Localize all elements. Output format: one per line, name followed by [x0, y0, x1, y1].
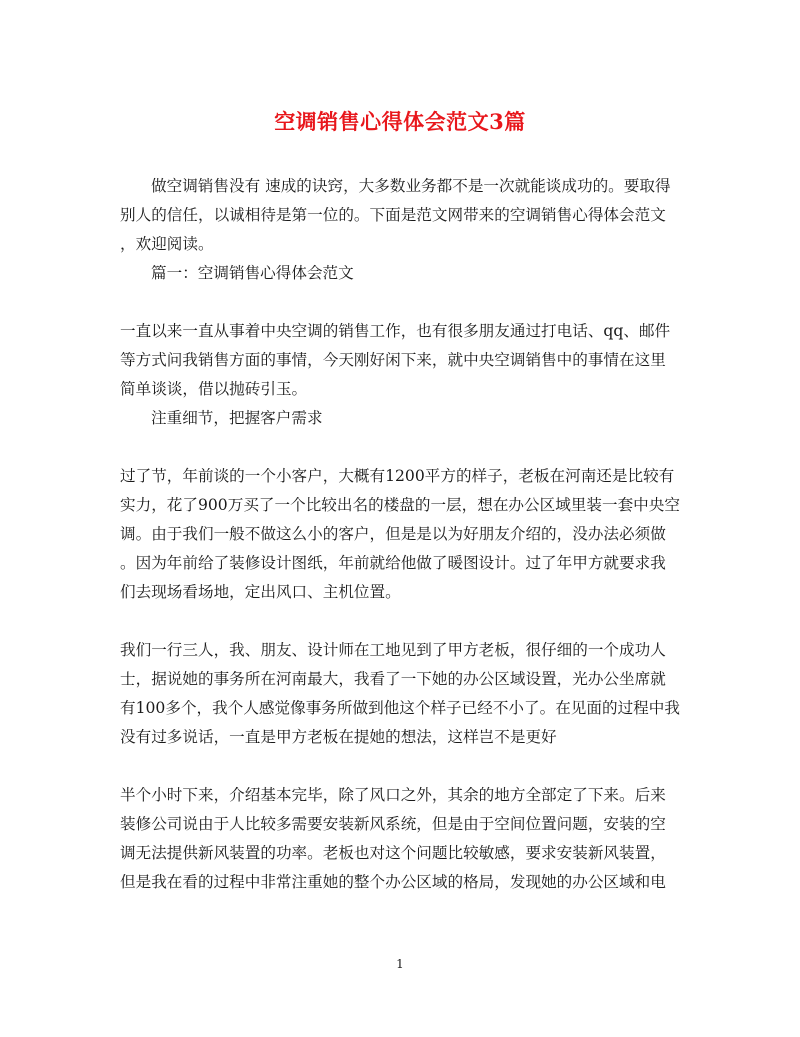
paragraph-line: 简单谈谈，借以抛砖引玉。 [120, 380, 308, 398]
document-title: 空调销售心得体会范文3篇 [274, 109, 526, 134]
paragraph-line: 士，据说她的事务所在河南最大，我看了一下她的办公区域设置，光办公坐席就 [120, 670, 666, 688]
paragraph-line: 一直以来一直从事着中央空调的销售工作，也有很多朋友通过打电话、qq、邮件 [120, 322, 671, 340]
paragraph-line: 过了节，年前谈的一个小客户，大概有1200平方的样子，老板在河南还是比较有 [120, 467, 675, 485]
section-heading: 篇一：空调销售心得体会范文 [151, 264, 354, 282]
intro-line: 别人的信任，以诚相待是第一位的。下面是范文网带来的空调销售心得体会范文 [120, 206, 666, 224]
paragraph-line: 有100多个，我个人感觉像事务所做到他这个样子已经不小了。在见面的过程中我 [120, 699, 680, 717]
paragraph-line: 半个小时下来，介绍基本完毕，除了风口之外，其余的地方全部定了下来。后来 [120, 786, 666, 804]
paragraph-line: 调。由于我们一般不做这么小的客户，但是是以为好朋友介绍的，没办法必须做 [120, 525, 666, 543]
subheading: 注重细节，把握客户需求 [151, 409, 323, 427]
document-body [120, 172, 680, 897]
paragraph-gap [120, 288, 680, 317]
paragraph-line: 实力，花了900万买了一个比较出名的楼盘的一层，想在办公区域里装一套中央空 [120, 496, 680, 514]
paragraph-line: 们去现场看场地，定出风口、主机位置。 [120, 583, 401, 601]
intro-line: ，欢迎阅读。 [120, 235, 214, 253]
paragraph-line: 但是我在看的过程中非常注重她的整个办公区域的格局，发现她的办公区域和电 [120, 873, 666, 891]
paragraph-gap [120, 433, 680, 462]
intro-line: 做空调销售没有 速成的诀窍，大多数业务都不是一次就能谈成功的。要取得 [151, 177, 671, 195]
paragraph-line: 等方式问我销售方面的事情，今天刚好闲下来，就中央空调销售中的事情在这里 [120, 351, 666, 369]
paragraph-line: 没有过多说话，一直是甲方老板在提她的想法，这样岂不是更好 [120, 728, 557, 746]
paragraph-line: 我们一行三人，我、朋友、设计师在工地见到了甲方老板，很仔细的一个成功人 [120, 641, 666, 659]
paragraph-line: 装修公司说由于人比较多需要安装新风系统，但是由于空间位置问题，安装的空 [120, 815, 666, 833]
paragraph-line: 调无法提供新风装置的功率。老板也对这个问题比较敏感，要求安装新风装置， [120, 844, 666, 862]
paragraph-gap [120, 752, 680, 781]
page-number: 1 [396, 957, 404, 971]
paragraph-gap [120, 607, 680, 636]
paragraph-line: 。因为年前给了装修设计图纸，年前就给他做了暖图设计。过了年甲方就要求我 [120, 554, 666, 572]
